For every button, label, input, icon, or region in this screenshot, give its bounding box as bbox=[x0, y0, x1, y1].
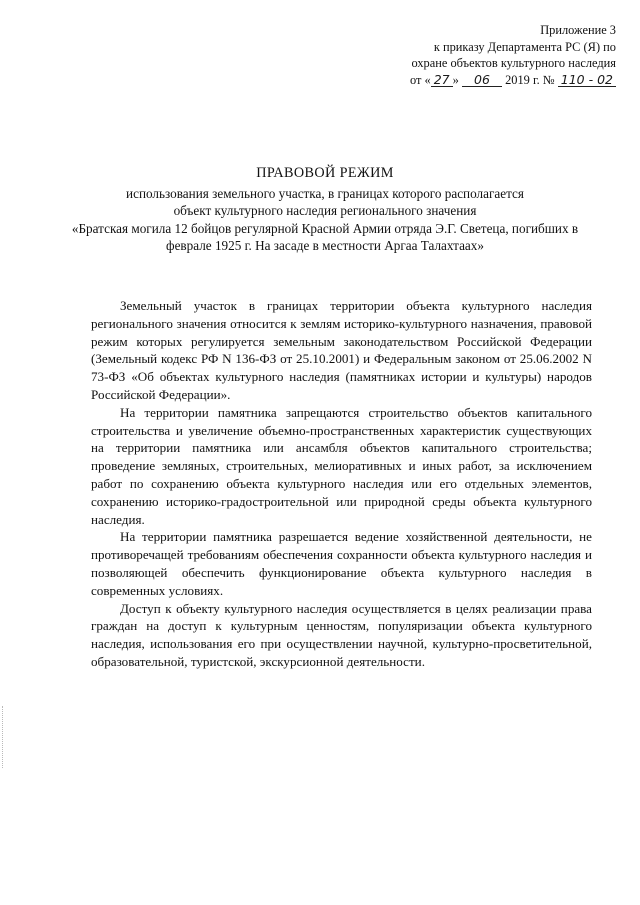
paragraph-land-status: Земельный участок в границах территории объекта культурного наследия регионального значения относится к землям историко-культурного назначения, правовой режим которых регулируется земельным законодательством Российской Федерации (Земельный кодекс РФ N 136-ФЗ от 25.10.2001) и Федеральным законом от 25.06.2002 N 73-ФЗ «Об объектах культурного наследия (памятниках истории и культуры) народов Российской Федерации». bbox=[91, 298, 592, 402]
annex-line-3: охране объектов культурного наследия bbox=[411, 56, 616, 70]
handwritten-day: 27 bbox=[431, 73, 453, 87]
annex-line-1: Приложение 3 bbox=[540, 23, 616, 37]
document-heading: ПРАВОВОЙ РЕЖИМ bbox=[256, 165, 394, 181]
title-line-1: использования земельного участка, в границах которого располагается bbox=[126, 185, 524, 201]
document-body bbox=[91, 297, 592, 671]
annex-line-2: к приказу Департамента РС (Я) по bbox=[433, 39, 616, 54]
handwritten-month: 06 bbox=[462, 73, 502, 87]
date-year-number: 2019 г. № bbox=[505, 72, 555, 87]
document-title-block bbox=[70, 165, 580, 255]
annex-header bbox=[286, 22, 616, 88]
order-date-line bbox=[286, 72, 616, 89]
date-mid: » bbox=[452, 72, 459, 87]
title-line-3: «Братская могила 12 бойцов регулярной Красной Армии отряда Э.Г. Светеца, погибших в феврале 1925 г. На засаде в местности Аргаа Талахтаах» bbox=[71, 220, 579, 253]
paragraph-prohibitions: На территории памятника запрещаются строительство объектов капитального строительства и увеличение объемно-пространственных характеристик существующих на территории памятника или ансамбля объектов капитального строительства; проведение земляных, строительных, мелиоративных и иных работ, за исключением работ по сохранению объекта культурного наследия или его отдельных элементов, сохранению историко-градостроительной или природной среды объекта культурного наследия. bbox=[91, 404, 592, 527]
date-prefix: от « bbox=[409, 72, 431, 87]
scan-edge-marks bbox=[2, 706, 6, 768]
paragraph-permitted-activity: На территории памятника разрешается ведение хозяйственной деятельности, не противоречащей требованиям обеспечения сохранности объекта культурного наследия и позволяющей обеспечить функционирование объекта культурного наследия в современных условиях. bbox=[91, 529, 592, 598]
handwritten-order-number: 110 - 02 bbox=[558, 73, 616, 87]
title-line-2: объект культурного наследия регионального значения bbox=[173, 203, 477, 218]
paragraph-public-access: Доступ к объекту культурного наследия осуществляется в целях реализации права граждан на доступ к культурным ценностям, популяризации объекта культурного наследия, использования его при осуществлении научной, культурно-просветительной, образовательной, туристской, экскурсионной деятельности. bbox=[91, 600, 592, 669]
